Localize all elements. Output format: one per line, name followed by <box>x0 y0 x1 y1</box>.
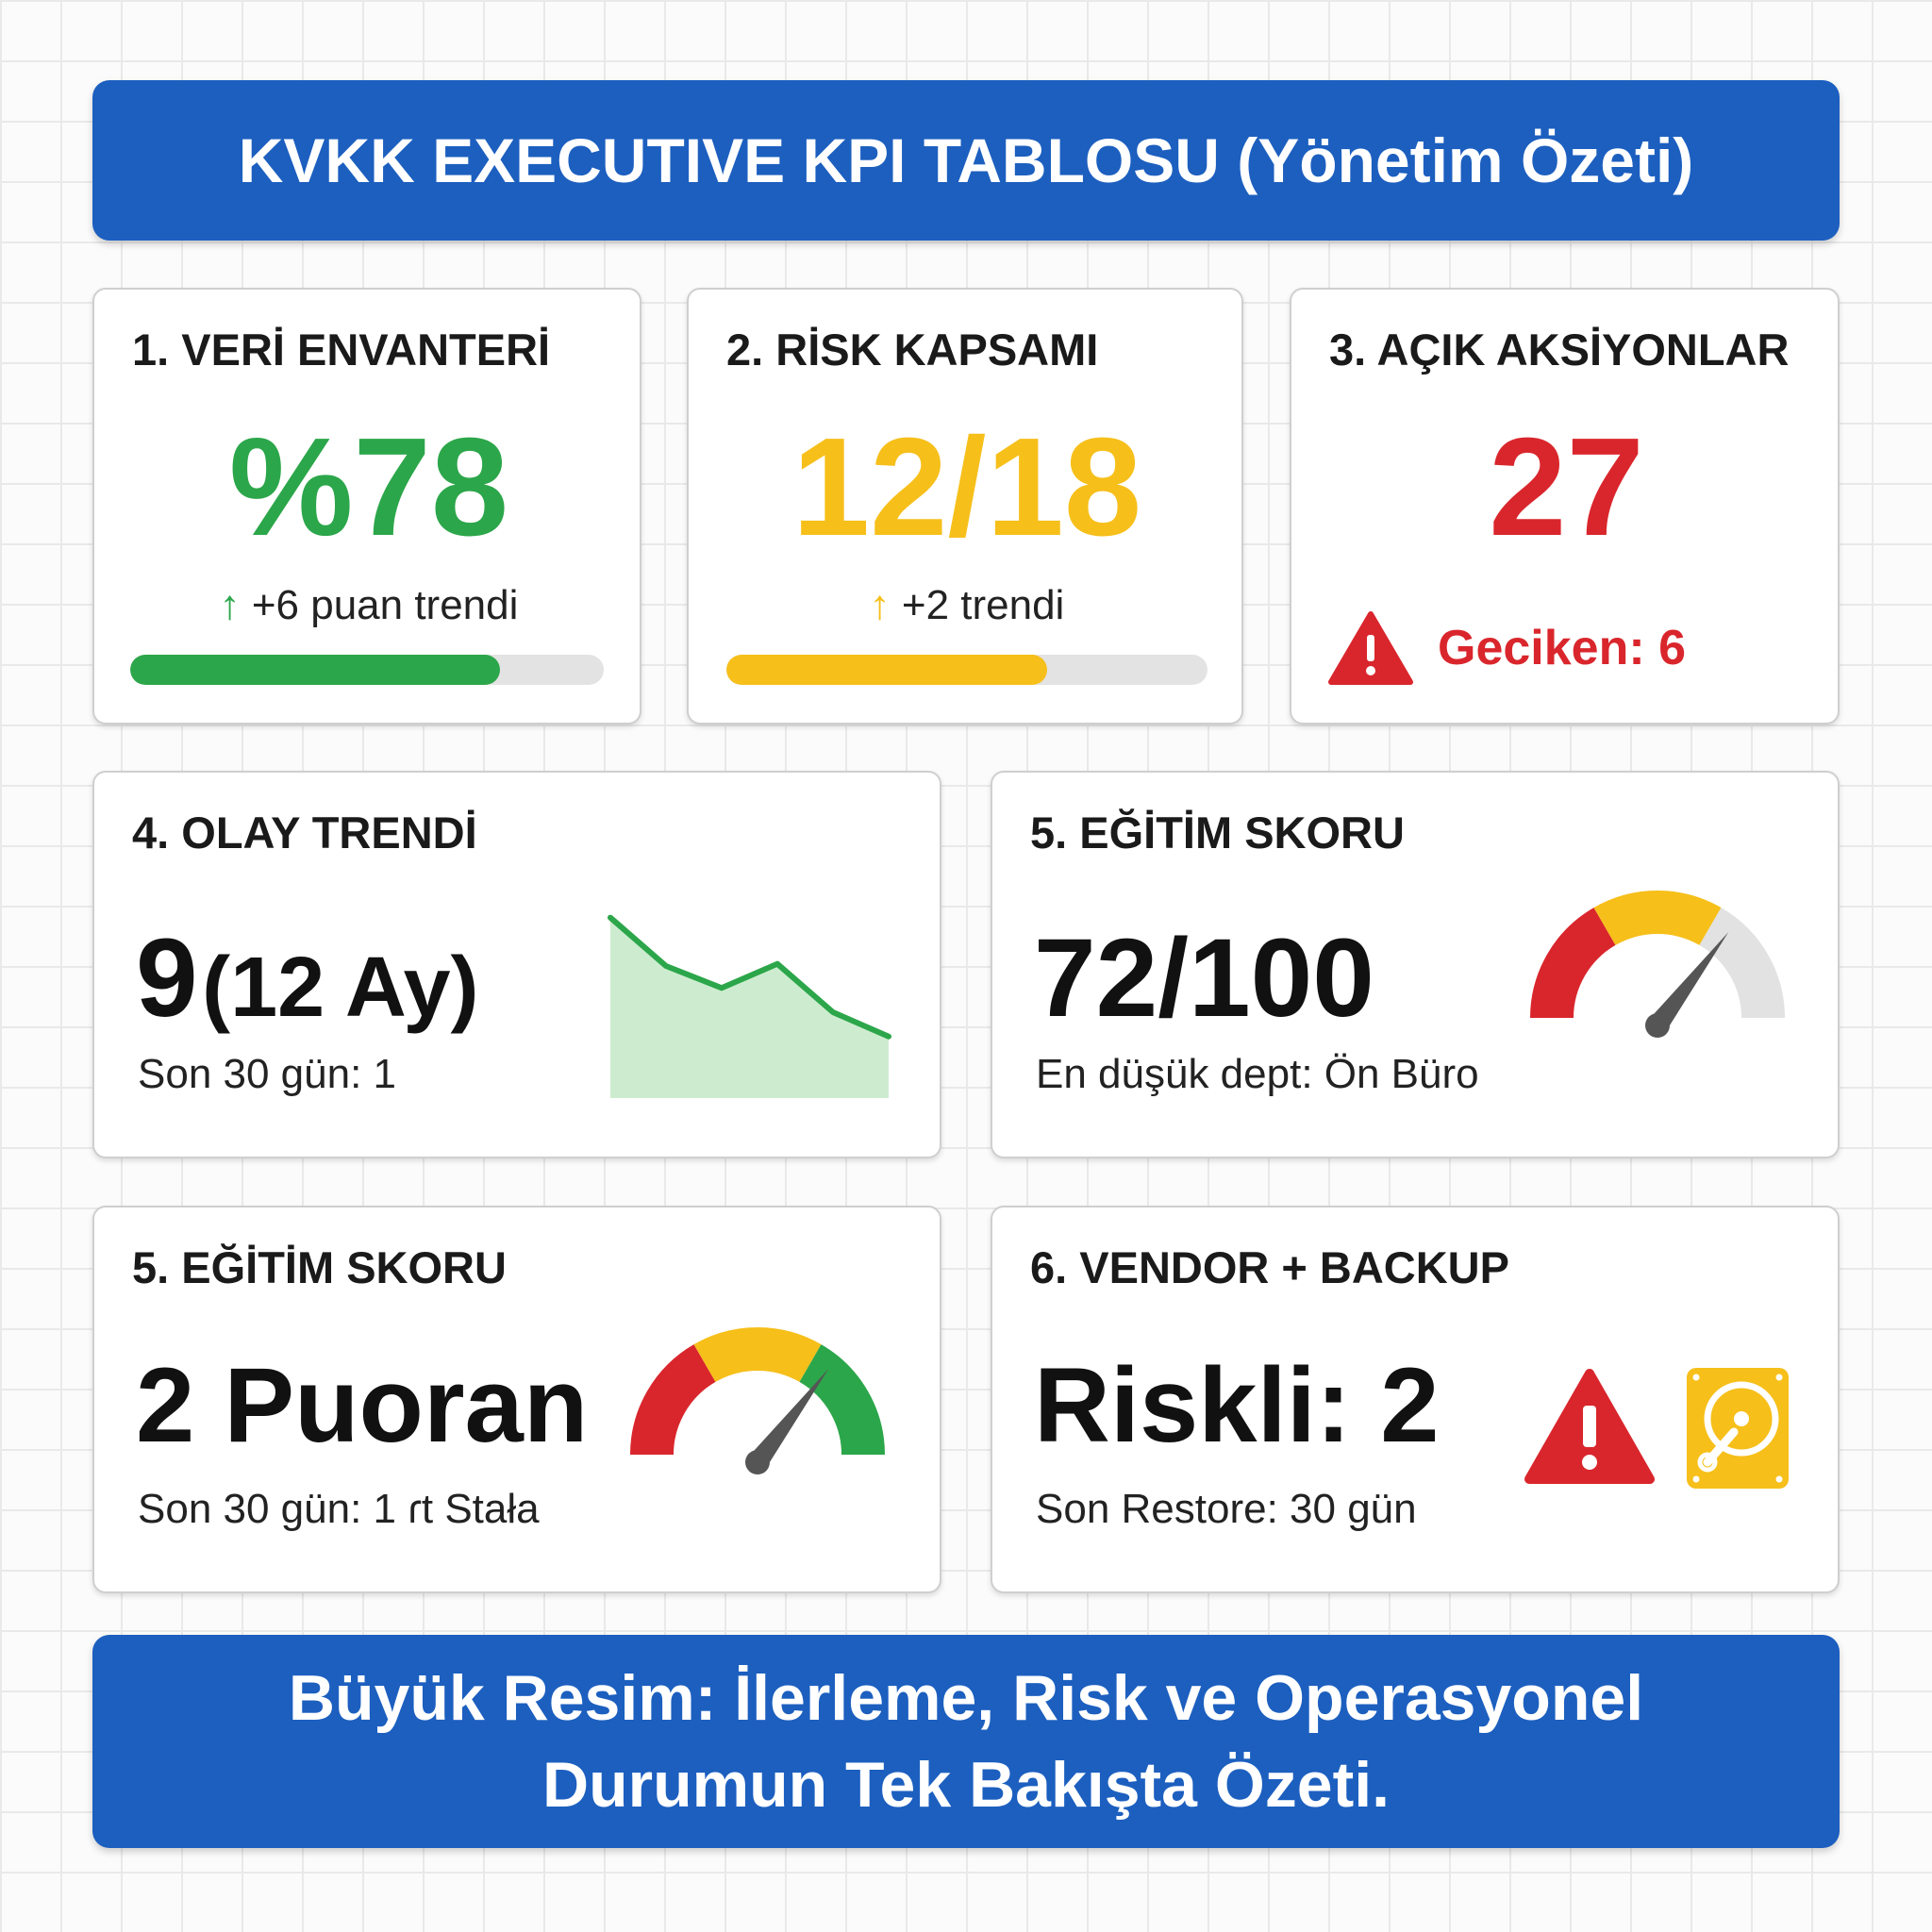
kpi-card-training-score <box>991 771 1840 1158</box>
delayed-count: Geciken: 6 <box>1438 621 1687 675</box>
dashboard-title-banner <box>92 80 1840 241</box>
dashboard-title: KVKK EXECUTIVE KPI TABLOSU (Yönetim Özeti) <box>238 125 1694 195</box>
gauge-hub <box>745 1450 770 1474</box>
kpi-value: %78 <box>228 409 509 565</box>
kpi-subtext: En düşük dept: Ön Büro <box>1036 1051 1479 1097</box>
kpi-value: Riskli: 2 <box>1034 1346 1440 1464</box>
card-title: 1. VERİ ENVANTERİ <box>132 325 551 375</box>
card-title: 5. EĞİTİM SKORU <box>1030 808 1405 858</box>
warning-icon <box>1327 610 1414 686</box>
card-title: 4. OLAY TRENDİ <box>132 808 477 858</box>
gauge-band-yellow <box>705 1349 810 1363</box>
kpi-value: 9 <box>136 916 198 1041</box>
gauge-band-red <box>652 1363 705 1455</box>
summary-text: Büyük Resim: İlerleme, Risk ve Operasyonel Durumun Tek Bakışta Özeti. <box>288 1662 1644 1821</box>
kpi-value: 72/100 <box>1034 916 1374 1041</box>
kpi-card-training-score-2 <box>92 1206 941 1593</box>
card-title: 3. AÇIK AKSİYONLAR <box>1329 325 1790 375</box>
kpi-value: 2 Puoran <box>136 1346 589 1464</box>
kpi-card-vendor-backup <box>991 1206 1840 1593</box>
progress-bar <box>130 655 604 685</box>
incident-trend-chart <box>610 900 889 1098</box>
kpi-value: 12/18 <box>791 409 1142 565</box>
kpi-subtext: Son 30 gün: 1 ɾt Stała <box>138 1486 540 1532</box>
trend-area <box>610 918 889 1098</box>
kpi-value-row <box>136 914 479 1042</box>
trend-text: +6 puan trendi <box>251 582 519 628</box>
gauge-icon <box>625 1323 890 1474</box>
kpi-card-open-actions <box>1290 288 1840 724</box>
kpi-period: (12 Ay) <box>202 941 479 1035</box>
trend-text: +2 trendi <box>901 582 1065 628</box>
kpi-card-risk-coverage <box>687 288 1243 724</box>
card-title: 6. VENDOR + BACKUP <box>1030 1242 1509 1292</box>
progress-fill <box>726 655 1047 685</box>
progress-fill <box>130 655 500 685</box>
kpi-subtext: Son 30 gün: 1 <box>138 1051 397 1097</box>
kpi-card-data-inventory <box>92 288 641 724</box>
card-title: 5. EĞİTİM SKORU <box>132 1242 507 1292</box>
progress-bar <box>726 655 1208 685</box>
gauge-hub <box>1645 1013 1670 1038</box>
warning-icon <box>1524 1368 1656 1486</box>
arrow-up-icon: ↑ <box>869 582 891 628</box>
kpi-value: 27 <box>1489 409 1644 565</box>
kpi-card-incident-trend <box>92 771 941 1158</box>
trend-row <box>689 582 1245 629</box>
gauge-band-yellow <box>1605 912 1710 926</box>
arrow-up-icon: ↑ <box>219 582 241 628</box>
trend-row <box>94 582 643 629</box>
gauge-band-red <box>1552 926 1605 1018</box>
kpi-subtext: Son Restore: 30 gün <box>1036 1486 1417 1532</box>
card-title: 2. RİSK KAPSAMI <box>726 325 1099 375</box>
summary-banner <box>92 1635 1840 1848</box>
gauge-band-green <box>810 1363 863 1455</box>
gauge-icon <box>1525 886 1790 1037</box>
gauge-band-grey <box>1710 926 1763 1018</box>
hard-drive-icon <box>1685 1366 1790 1491</box>
